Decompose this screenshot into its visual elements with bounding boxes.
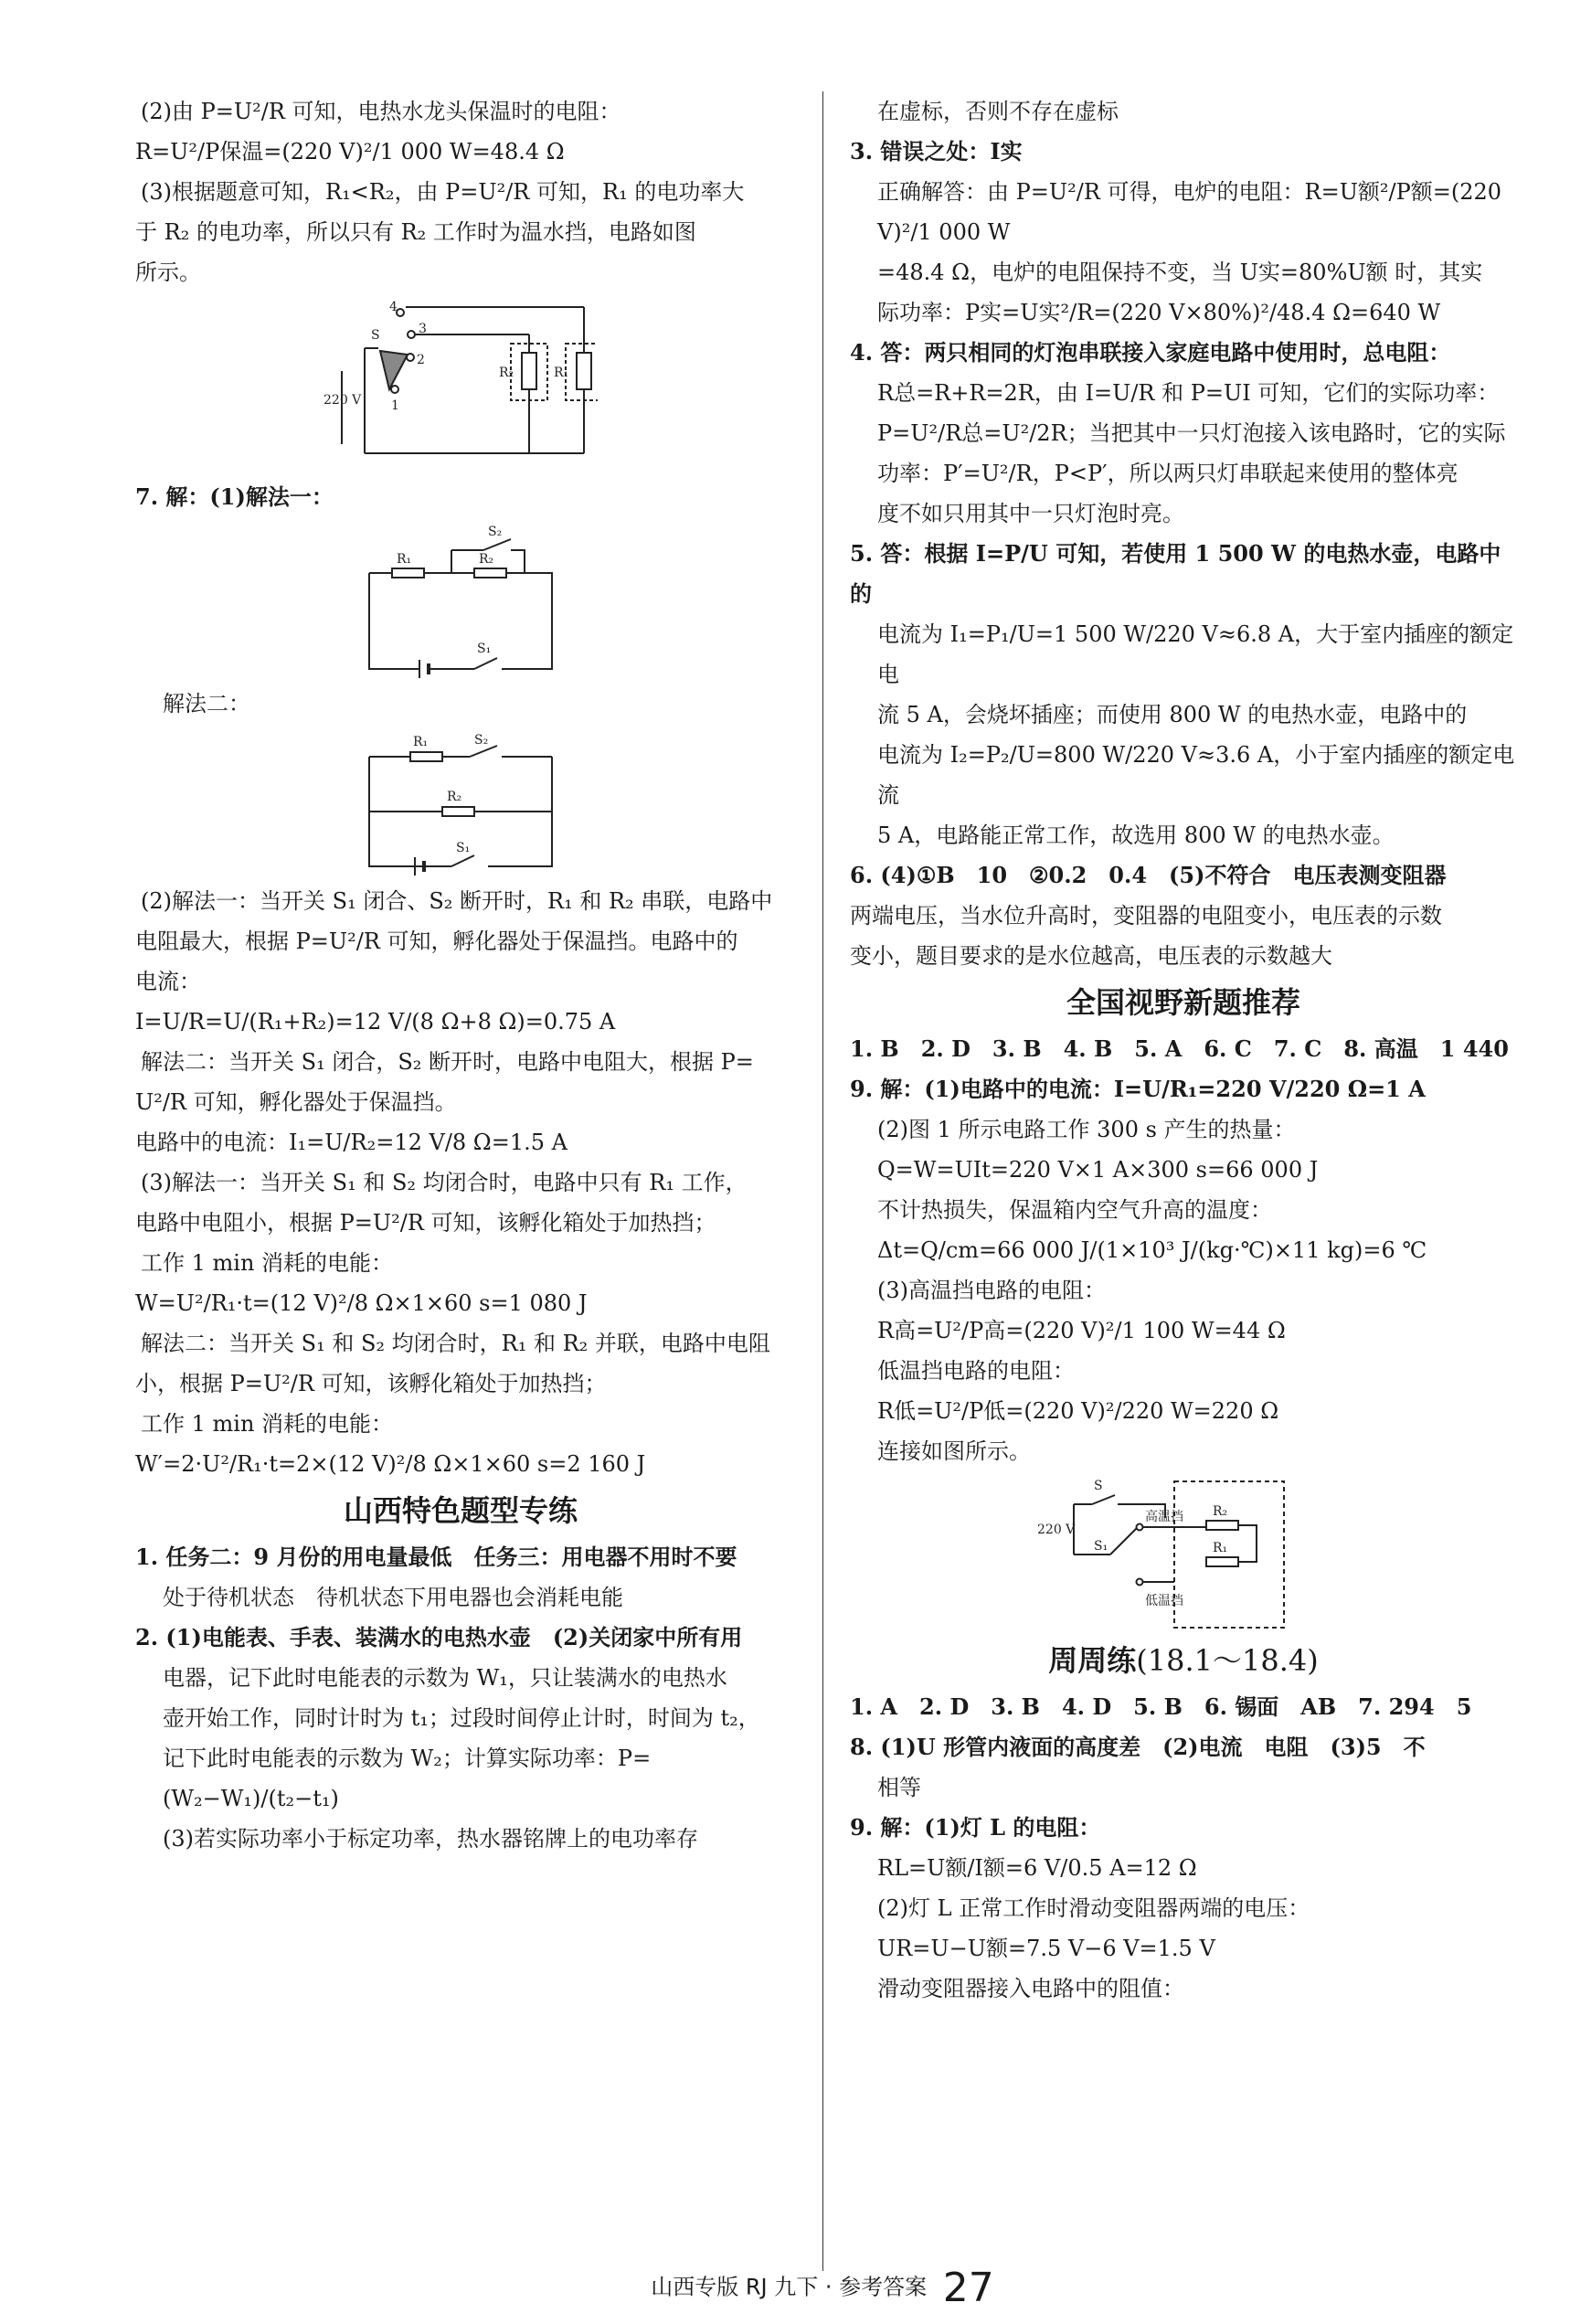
- section-title-shanxi: 山西特色题型专练: [343, 1493, 578, 1528]
- label-R2: R₂: [1213, 1504, 1228, 1519]
- formula-line: RL=U额/I额=6 V/0.5 A=12 Ω: [877, 1855, 1197, 1881]
- text-line: U²/R 可知，孵化器处于保温挡。: [135, 1089, 457, 1115]
- weekly-range: (18.1～18.4): [1136, 1643, 1319, 1678]
- text-line: (2)灯 L 正常工作时滑动变阻器两端的电压：: [877, 1895, 1310, 1921]
- text-line: 壶开始工作，同时计时为 t₁；过段时间停止计时，时间为 t₂，: [163, 1705, 760, 1731]
- text-line: (2)解法一：当开关 S₁ 闭合、S₂ 断开时，R₁ 和 R₂ 串联，电路中: [141, 888, 773, 914]
- label-S: S: [1094, 1479, 1103, 1493]
- text-line: 滑动变阻器接入电路中的阻值：: [877, 1976, 1184, 2001]
- label-S2: S₂: [474, 733, 489, 748]
- answer-9b: 9. 解：(1)灯 L 的电阻：: [850, 1814, 1101, 1841]
- formula-line: W′=2·U²/R₁·t=2×(12 V)²/8 Ω×1×60 s=2 160 J: [135, 1451, 646, 1477]
- formula-line: I=U/R=U/(R₁+R₂)=12 V/(8 Ω+8 Ω)=0.75 A: [135, 1009, 616, 1035]
- label-R2: R₂: [479, 552, 494, 567]
- text-line: 工作 1 min 消耗的电能：: [141, 1250, 394, 1276]
- text-line: 不计热损失，保温箱内空气升高的温度：: [877, 1197, 1272, 1223]
- right-column: [850, 91, 1517, 2009]
- answers-1-8: 1. B 2. D 3. B 4. B 5. A 6. C 7. C 8. 高温 1 440: [850, 1035, 1509, 1062]
- answer-2: 2. (1)电能表、手表、装满水的电热水壶 (2)关闭家中所有用: [135, 1624, 743, 1650]
- label-S2: S₂: [488, 525, 503, 539]
- answers-1-7: 1. A 2. D 3. B 4. D 5. B 6. 锡面 AB 7. 294 5: [850, 1693, 1472, 1720]
- label-R2: R₂: [499, 366, 514, 380]
- text-line: 功率：P′=U²/R，P<P′，所以两只灯串联起来使用的整体亮: [877, 461, 1458, 486]
- text-line: 度不如只用其中一只灯泡时亮。: [877, 501, 1184, 526]
- label-1: 1: [391, 398, 399, 413]
- circuit-diagram-parallel: [360, 729, 561, 875]
- text-line: R总=R+R=2R，由 I=U/R 和 P=UI 可知，它们的实际功率：: [877, 380, 1500, 406]
- circuit-diagram-heater: [1037, 1477, 1330, 1632]
- text-line: 记下此时电能表的示数为 W₂；计算实际功率：P=(W₂−W₁)/(t₂−t₁): [163, 1746, 652, 1811]
- label-S1: S₁: [477, 642, 492, 656]
- text-line: 解法二：: [163, 691, 250, 716]
- left-column: [135, 91, 786, 1859]
- label-R1: R₁: [413, 735, 429, 749]
- text-line: 工作 1 min 消耗的电能：: [141, 1411, 394, 1437]
- formula-line: R高=U²/P高=(220 V)²/1 100 W=44 Ω: [877, 1318, 1286, 1343]
- column-divider: [822, 91, 823, 2271]
- text-line: 流 5 A，会烧坏插座；而使用 800 W 的电热水壶，电路中的: [877, 702, 1468, 727]
- text-line: 处于待机状态 待机状态下用电器也会消耗电能: [163, 1585, 623, 1610]
- answer-9: 9. 解：(1)电路中的电流：I=U/R₁=220 V/220 Ω=1 A: [850, 1076, 1426, 1102]
- label-R1: R₁: [397, 552, 412, 567]
- text-line: (2)由 P=U²/R 可知，电热水龙头保温时的电阻：: [141, 99, 621, 124]
- formula-line: R低=U²/P低=(220 V)²/220 W=220 Ω: [877, 1398, 1279, 1424]
- label-S1: S₁: [456, 841, 471, 855]
- circuit-diagram-series: [360, 523, 561, 678]
- text-line: 在虚标，否则不存在虚标: [877, 99, 1119, 124]
- answer-3: 3. 错误之处：I实: [850, 138, 1023, 164]
- weekly-title: 周周练: [1048, 1643, 1137, 1678]
- label-2: 2: [417, 353, 425, 367]
- text-line: 于 R₂ 的电功率，所以只有 R₂ 工作时为温水挡，电路如图: [135, 219, 696, 245]
- text-line: (2)图 1 所示电路工作 300 s 产生的热量：: [877, 1117, 1296, 1142]
- text-line: P=U²/R总=U²/2R；当把其中一只灯泡接入该电路时，它的实际: [877, 420, 1506, 446]
- text-line: 解法二：当开关 S₁ 和 S₂ 均闭合时，R₁ 和 R₂ 并联，电路中电阻: [141, 1331, 770, 1356]
- text-line: 电流为 I₁=P₁/U=1 500 W/220 V≈6.8 A，大于室内插座的额定电: [877, 621, 1514, 687]
- answer-1: 1. 任务二：9 月份的用电量最低 任务三：用电器不用时不要: [135, 1544, 737, 1570]
- text-line: (3)根据题意可知，R₁<R₂，由 P=U²/R 可知，R₁ 的电功率大: [141, 179, 745, 205]
- label-high: 高温挡: [1145, 1510, 1183, 1524]
- formula-line: 电路中的电流：I₁=U/R₂=12 V/8 Ω=1.5 A: [135, 1130, 567, 1155]
- section-title-national: 全国视野新题推荐: [1066, 985, 1300, 1020]
- text-line: 电路中电阻小，根据 P=U²/R 可知，该孵化箱处于加热挡；: [135, 1210, 716, 1236]
- formula-line: Q=W=UIt=220 V×1 A×300 s=66 000 J: [877, 1157, 1319, 1183]
- answer-5: 5. 答：根据 I=P/U 可知，若使用 1 500 W 的电热水壶，电路中的: [850, 540, 1501, 607]
- page-number: 27: [942, 2265, 994, 2311]
- answer-4: 4. 答：两只相同的灯泡串联接入家庭电路中使用时，总电阻：: [850, 339, 1451, 366]
- label-voltage: 220 V: [1037, 1523, 1076, 1537]
- text-line: 相等: [877, 1775, 921, 1800]
- formula-line: R=U²/P保温=(220 V)²/1 000 W=48.4 Ω: [135, 139, 565, 164]
- text-line: 际功率：P实=U实²/R=(220 V×80%)²/48.4 Ω=640 W: [877, 300, 1441, 325]
- answer-6: 6. (4)①B 10 ②0.2 0.4 (5)不符合 电压表测变阻器: [850, 862, 1447, 888]
- label-low: 低温挡: [1145, 1594, 1183, 1608]
- label-S: S: [371, 328, 380, 343]
- text-line: 解法二：当开关 S₁ 闭合，S₂ 断开时，电路中电阻大，根据 P=: [141, 1049, 754, 1075]
- text-line: 电流为 I₂=P₂/U=800 W/220 V≈3.6 A，小于室内插座的额定电流: [877, 742, 1515, 808]
- text-line: 电阻最大，根据 P=U²/R 可知，孵化器处于保温挡。电路中的: [135, 929, 738, 954]
- text-line: 正确解答：由 P=U²/R 可得，电炉的电阻：R=U额²/P额=(220 V)²/1 000 W: [877, 179, 1502, 245]
- formula-line: W=U²/R₁·t=(12 V)²/8 Ω×1×60 s=1 080 J: [135, 1290, 588, 1316]
- section-title-weekly: [850, 1638, 1517, 1683]
- label-S1: S₁: [1094, 1539, 1108, 1554]
- text-line: (3)解法一：当开关 S₁ 和 S₂ 均闭合时，电路中只有 R₁ 工作，: [141, 1170, 748, 1195]
- footer-text: 山西专版 RJ 九下 · 参考答案: [651, 2274, 928, 2300]
- formula-line: Δt=Q/cm=66 000 J/(1×10³ J/(kg·℃)×11 kg)=6 ℃: [877, 1237, 1427, 1263]
- label-voltage: 220 V: [324, 393, 362, 408]
- label-R1: R₁: [554, 366, 569, 380]
- label-R2: R₂: [447, 790, 462, 804]
- text-line: 低温挡电路的电阻：: [877, 1358, 1075, 1384]
- text-line: 电流：: [135, 969, 201, 994]
- text-line: =48.4 Ω，电炉的电阻保持不变，当 U实=80%U额 时，其实: [877, 260, 1483, 285]
- text-line: 两端电压，当水位升高时，变阻器的电阻变小，电压表的示数: [850, 903, 1442, 929]
- label-R1: R₁: [1213, 1541, 1228, 1555]
- text-line: 所示。: [135, 260, 201, 285]
- text-line: (3)高温挡电路的电阻：: [877, 1278, 1106, 1303]
- question-7: 7. 解：(1)解法一：: [135, 483, 334, 510]
- formula-line: UR=U−U额=7.5 V−6 V=1.5 V: [877, 1936, 1215, 1961]
- text-line: 电器，记下此时电能表的示数为 W₁，只让装满水的电热水: [163, 1665, 727, 1691]
- text-line: (3)若实际功率小于标定功率，热水器铭牌上的电功率存: [163, 1826, 698, 1852]
- text-line: 连接如图所示。: [877, 1438, 1031, 1464]
- text-line: 小，根据 P=U²/R 可知，该孵化箱处于加热挡；: [135, 1371, 607, 1396]
- text-line: 变小，题目要求的是水位越高，电压表的示数越大: [850, 943, 1332, 969]
- label-4: 4: [389, 300, 398, 314]
- label-3: 3: [419, 322, 427, 336]
- text-line: 5 A，电路能正常工作，故选用 800 W 的电热水壶。: [877, 822, 1395, 848]
- page-footer: [585, 2265, 1060, 2311]
- answer-8: 8. (1)U 形管内液面的高度差 (2)电流 电阻 (3)5 不: [850, 1734, 1426, 1760]
- circuit-diagram-switch: [324, 298, 598, 472]
